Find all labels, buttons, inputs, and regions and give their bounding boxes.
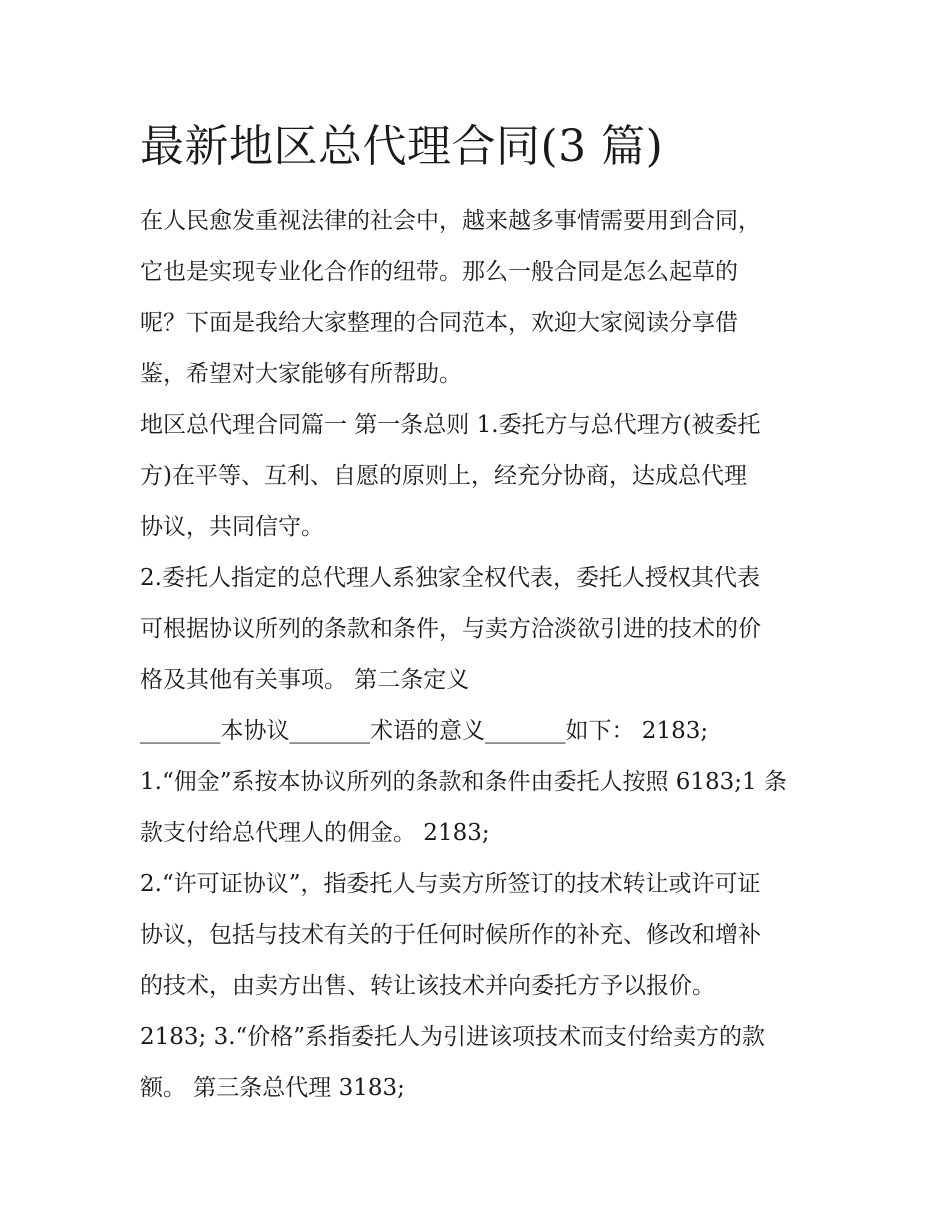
text-line: 协议，包括与技术有关的于任何时候所作的补充、修改和增补 <box>140 922 761 948</box>
text-line: 额。 第三条总代理 3183; <box>140 1075 405 1101</box>
text-line: 2183; 3.“价格”系指委托人为引进该项技术而支付给卖方的款 <box>140 1024 766 1050</box>
text-line: 格及其他有关事项。 第二条定义 <box>140 667 470 693</box>
text-line: 2.委托人指定的总代理人系独家全权代表，委托人授权其代表 <box>140 565 760 591</box>
intro-paragraph <box>140 196 830 400</box>
text-line: 款支付给总代理人的佣金。 2183; <box>140 820 490 846</box>
document-title: 最新地区总代理合同(3 篇) <box>140 121 664 172</box>
text-line: 地区总代理合同篇一 第一条总则 1.委托方与总代理方(被委托 <box>140 412 761 438</box>
definition-license-paragraph <box>140 859 830 1012</box>
text-line: 可根据协议所列的条款和条件，与卖方洽淡欲引进的技术的价 <box>140 616 761 642</box>
clause-two-paragraph <box>140 553 830 706</box>
text-line: 协议，共同信守。 <box>140 514 324 540</box>
text-line: _______本协议_______术语的意义_______如下： 2183; <box>140 718 709 744</box>
text-line: 的技术，由卖方出售、转让该技术并向委托方予以报价。 <box>140 973 715 999</box>
definitions-intro-paragraph <box>140 706 830 757</box>
document-body <box>140 196 830 1114</box>
article-one-paragraph <box>140 400 830 553</box>
text-line: 2.“许可证协议”，指委托人与卖方所签订的技术转让或许可证 <box>140 871 761 897</box>
text-line: 在人民愈发重视法律的社会中，越来越多事情需要用到合同， <box>140 208 761 234</box>
text-line: 方)在平等、互利、自愿的原则上，经充分协商，达成总代理 <box>140 463 747 489</box>
text-line: 鉴，希望对大家能够有所帮助。 <box>140 361 462 387</box>
definition-commission-paragraph <box>140 757 830 859</box>
definition-price-paragraph <box>140 1012 830 1114</box>
text-line: 它也是实现专业化合作的纽带。那么一般合同是怎么起草的 <box>140 259 738 285</box>
text-line: 1.“佣金”系按本协议所列的条款和条件由委托人按照 6183;1 条 <box>140 769 787 795</box>
text-line: 呢？下面是我给大家整理的合同范本，欢迎大家阅读分享借 <box>140 310 738 336</box>
